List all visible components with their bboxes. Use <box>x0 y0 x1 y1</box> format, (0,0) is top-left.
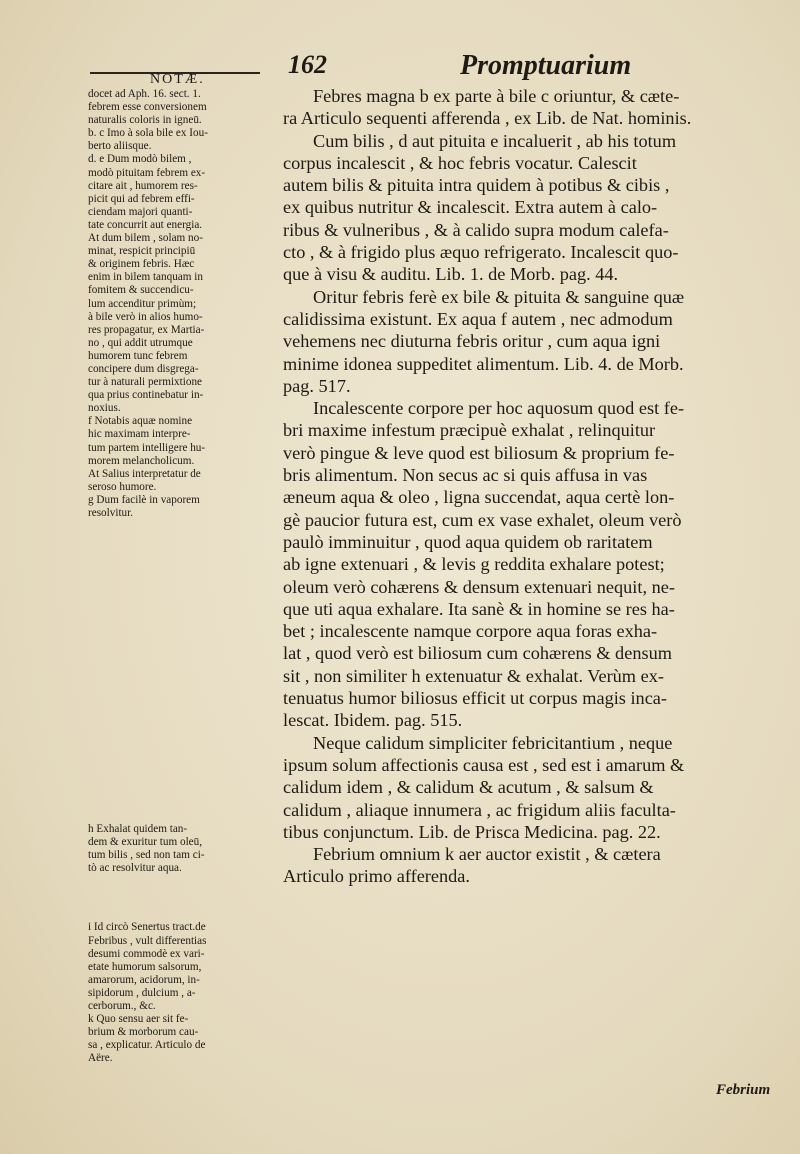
note-line: naturalis coloris in igneū. <box>88 114 202 127</box>
page-header <box>90 50 790 90</box>
text-line: vehemens nec diuturna febris oritur , cum aqua igni <box>283 331 661 352</box>
text-line: que uti aqua exhalare. Ita sanè & in homine se res ha- <box>283 598 675 619</box>
note-group-2 <box>88 823 280 875</box>
text-line: calidissima existunt. Ex aqua f autem , nec admodum <box>283 308 673 329</box>
note-line: qua prius continebatur in- <box>88 389 204 402</box>
text-line: ribus & vulneribus , & à calido supra modum calefa- <box>283 219 669 240</box>
note-line: sa , explicatur. Articulo de <box>88 1039 206 1052</box>
text-line: tibus conjunctum. Lib. de Prisca Medicina. pag. 22. <box>283 821 661 842</box>
note-line: res propagatur, ex Martia- <box>88 323 205 336</box>
note-line: tum partem intelligere hu- <box>88 441 206 454</box>
note-line: b. c Imo à sola bile ex Iou- <box>88 127 208 140</box>
note-line: Aëre. <box>88 1052 113 1065</box>
note-group-1 <box>88 88 280 520</box>
text-line: Oritur febris ferè ex bile & pituita & sanguine quæ <box>313 286 685 307</box>
note-line: concipere dum disgrega- <box>88 362 199 375</box>
note-line: seroso humore. <box>88 480 157 493</box>
text-line: verò pingue & leve quod est biliosum & proprium fe- <box>283 442 675 463</box>
note-line: tate concurrit aut energia. <box>88 218 203 231</box>
note-line: ciendam majori quanti- <box>88 205 193 218</box>
note-line: d. e Dum modò bilem , <box>88 153 192 166</box>
note-line: lum accenditur primùm; <box>88 297 197 310</box>
text-line: ra Articulo sequenti afferenda , ex Lib. de Nat. hominis. <box>283 108 692 129</box>
text-line: gè paucior futura est, cum ex vase exhalet, oleum verò <box>283 509 682 530</box>
text-line: que à visu & auditu. Lib. 1. de Morb. pag. 44. <box>283 264 619 285</box>
text-line: ex quibus nutritur & incalescit. Extra autem à calo- <box>283 197 658 218</box>
margin-notes <box>88 88 280 1066</box>
text-line: tenuatus humor biliosus efficit ut corpus magis inca- <box>283 688 668 709</box>
text-line: Neque calidum simpliciter febricitantium , neque <box>313 732 673 753</box>
note-line: k Quo sensu aer sit fe- <box>88 1013 189 1026</box>
text-line: oleum verò cohærens & densum extenuari nequit, ne- <box>283 576 675 597</box>
text-line: Incalescente corpore per hoc aquosum quod est fe- <box>313 398 685 419</box>
text-line: lescat. Ibidem. pag. 515. <box>283 710 463 731</box>
note-line: hic maximam interpre- <box>88 428 191 441</box>
text-line: æneum aqua & oleo , ligna succendat, aqua certè lon- <box>283 487 675 508</box>
text-line: bris alimentum. Non secus ac si quis affusa in vas <box>283 465 648 486</box>
text-line: autem bilis & pituita intra quidem à potibus & cibis , <box>283 175 670 196</box>
note-line: h Exhalat quidem tan- <box>88 823 188 836</box>
note-line: amarorum, acidorum, in- <box>88 973 200 986</box>
note-line: minat, respicit principiū <box>88 245 196 258</box>
note-line: humorem tunc febrem <box>88 349 188 362</box>
note-line: docet ad Aph. 16. sect. 1. <box>88 88 201 100</box>
note-line: tò ac resolvitur aqua. <box>88 862 182 875</box>
main-text <box>283 85 793 888</box>
text-line: bet ; incalescente namque corpore aqua foras exha- <box>283 621 658 642</box>
note-line: g Dum facilè in vaporem <box>88 493 200 506</box>
note-line: à bile verò in alios humo- <box>88 310 203 323</box>
note-line: desumi commodè ex vari- <box>88 947 205 960</box>
note-line: tum bilis , sed non tam ci- <box>88 849 205 862</box>
note-line: i Id circò Senertus tract.de <box>88 921 206 934</box>
note-group-3 <box>88 921 280 1065</box>
catchword: Febrium <box>716 1082 771 1098</box>
note-line: citare ait , humorem res- <box>88 179 198 192</box>
text-line: calidum , aliaque innumera , ac frigidum aliis faculta- <box>283 799 676 820</box>
text-line: ipsum solum affectionis causa est , sed est i amarum & <box>283 754 685 775</box>
note-line: dem & exuritur tum oleū, <box>88 836 203 849</box>
text-line: Febres magna b ex parte à bile c oriuntur, & cæte- <box>313 86 680 106</box>
notae-label: NOTÆ. <box>150 72 205 87</box>
note-line: At dum bilem , solam no- <box>88 232 203 245</box>
note-line: sipidorum , dulcium , a- <box>88 986 196 999</box>
text-line: minime idonea suppeditet alimentum. Lib. 4. de Morb. <box>283 353 684 374</box>
note-line: fomitem & succendicu- <box>88 284 194 297</box>
text-line: Cum bilis , d aut pituita e incaluerit , ab his totum <box>313 130 677 151</box>
note-line: At Salius interpretatur de <box>88 467 201 480</box>
text-line: Febrium omnium k aer auctor existit , & cætera <box>313 844 661 865</box>
note-line: resolvitur. <box>88 507 134 519</box>
text-line: lat , quod verò est biliosum cum cohærens & densum <box>283 643 672 664</box>
text-line: ab igne extenuari , & levis g reddita exhalare potest; <box>283 554 665 575</box>
text-line: calidum idem , & calidum & acutum , & salsum & <box>283 777 654 798</box>
note-line: tur à naturali permixtione <box>88 376 203 389</box>
text-line: pag. 517. <box>283 375 351 396</box>
note-line: febrem esse conversionem <box>88 101 207 114</box>
text-line: paulò imminuitur , quod aqua quidem ob raritatem <box>283 531 653 552</box>
text-line: corpus incalescit , & hoc febris vocatur. Calescit <box>283 152 637 173</box>
note-line: cerborum., &c. <box>88 1000 156 1013</box>
text-line: Articulo primo afferenda. <box>283 866 470 887</box>
note-line: etate humorum salsorum, <box>88 960 202 973</box>
note-line: noxius. <box>88 402 121 415</box>
text-line: bri maxime infestum præcipuè exhalat , relinquitur <box>283 420 656 441</box>
note-line: no , qui addit utrumque <box>88 336 193 349</box>
note-line: berto aliisque. <box>88 140 152 153</box>
note-line: modò pituitam febrem ex- <box>88 166 206 179</box>
note-line: picit qui ad febrem effi- <box>88 192 195 205</box>
note-line: & originem febris. Hæc <box>88 258 195 271</box>
text-line: cto , & à frigido plus æquo refrigerato. Incalescit quo- <box>283 242 679 263</box>
running-title: Promptuarium <box>460 50 632 81</box>
note-line: Febribus , vult differentias <box>88 934 207 947</box>
text-line: sit , non similiter h extenuatur & exhalat. Verùm ex- <box>283 665 664 686</box>
note-line: morem melancholicum. <box>88 454 195 467</box>
note-line: f Notabis aquæ nomine <box>88 415 193 428</box>
page-number: 162 <box>288 50 327 79</box>
note-line: brium & morborum cau- <box>88 1026 199 1039</box>
note-line: enim in bilem tanquam in <box>88 271 203 284</box>
